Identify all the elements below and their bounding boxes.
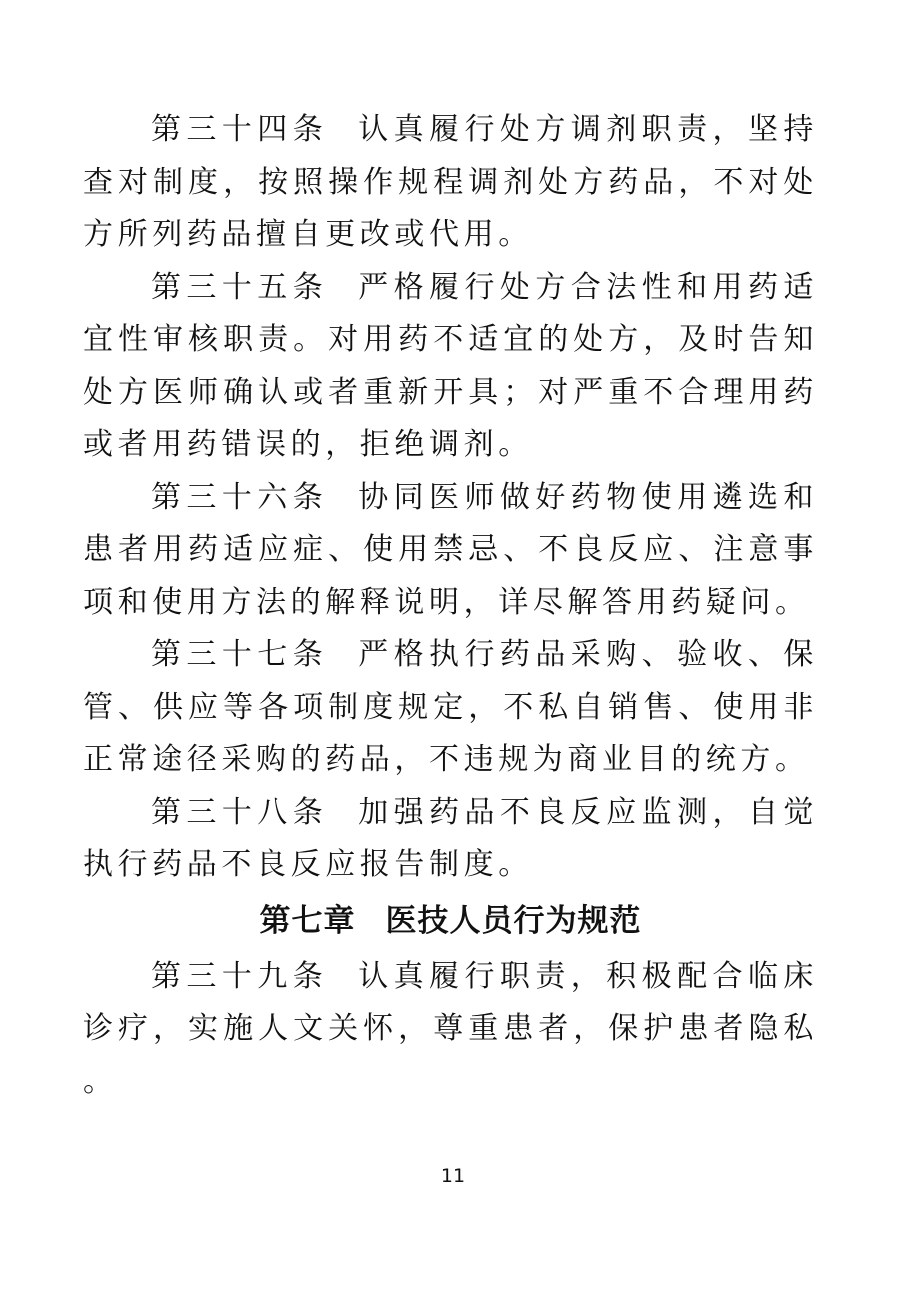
article-text: 严格履行处方合法性和用药适宜性审核职责。对用药不适宜的处方，及时告知处方医师确认或者重新开具；对严重不合理用药或者用药错误的，拒绝调剂。 (83, 269, 819, 462)
page-number: 11 (440, 1165, 466, 1187)
article-text: 协同医师做好药物使用遴选和患者用药适应症、使用禁忌、不良反应、注意事项和使用方法的解释说明，详尽解答用药疑问。 (83, 479, 819, 620)
article-number: 第三十六条 (151, 479, 329, 515)
article-text: 严格执行药品采购、验收、保管、供应等各项制度规定，不私自销售、使用非正常途径采购的药品，不违规为商业目的统方。 (83, 637, 819, 777)
article-34 (83, 104, 818, 262)
article-number: 第三十九条 (151, 958, 329, 994)
article-number: 第三十八条 (151, 794, 329, 830)
article-number: 第三十七条 (151, 637, 329, 672)
article-35 (83, 262, 818, 472)
article-number: 第三十四条 (151, 112, 329, 147)
article-text: 认真履行职责，积极配合临床诊疗，实施人文关怀，尊重患者，保护患者隐私。 (83, 958, 819, 1099)
chapter-number: 第七章 (259, 902, 356, 939)
article-39 (83, 951, 818, 1109)
article-number: 第三十五条 (151, 269, 329, 305)
document-body (83, 104, 818, 1108)
article-text: 加强药品不良反应监测，自觉执行药品不良反应报告制度。 (83, 794, 819, 882)
article-38 (83, 787, 818, 892)
article-37 (83, 629, 818, 787)
article-text: 认真履行处方调剂职责，坚持查对制度，按照操作规程调剂处方药品，不对处方所列药品擅自更改或代用。 (83, 112, 819, 252)
chapter-heading (83, 892, 818, 951)
chapter-title: 医技人员行为规范 (385, 902, 642, 939)
article-36 (83, 472, 818, 630)
